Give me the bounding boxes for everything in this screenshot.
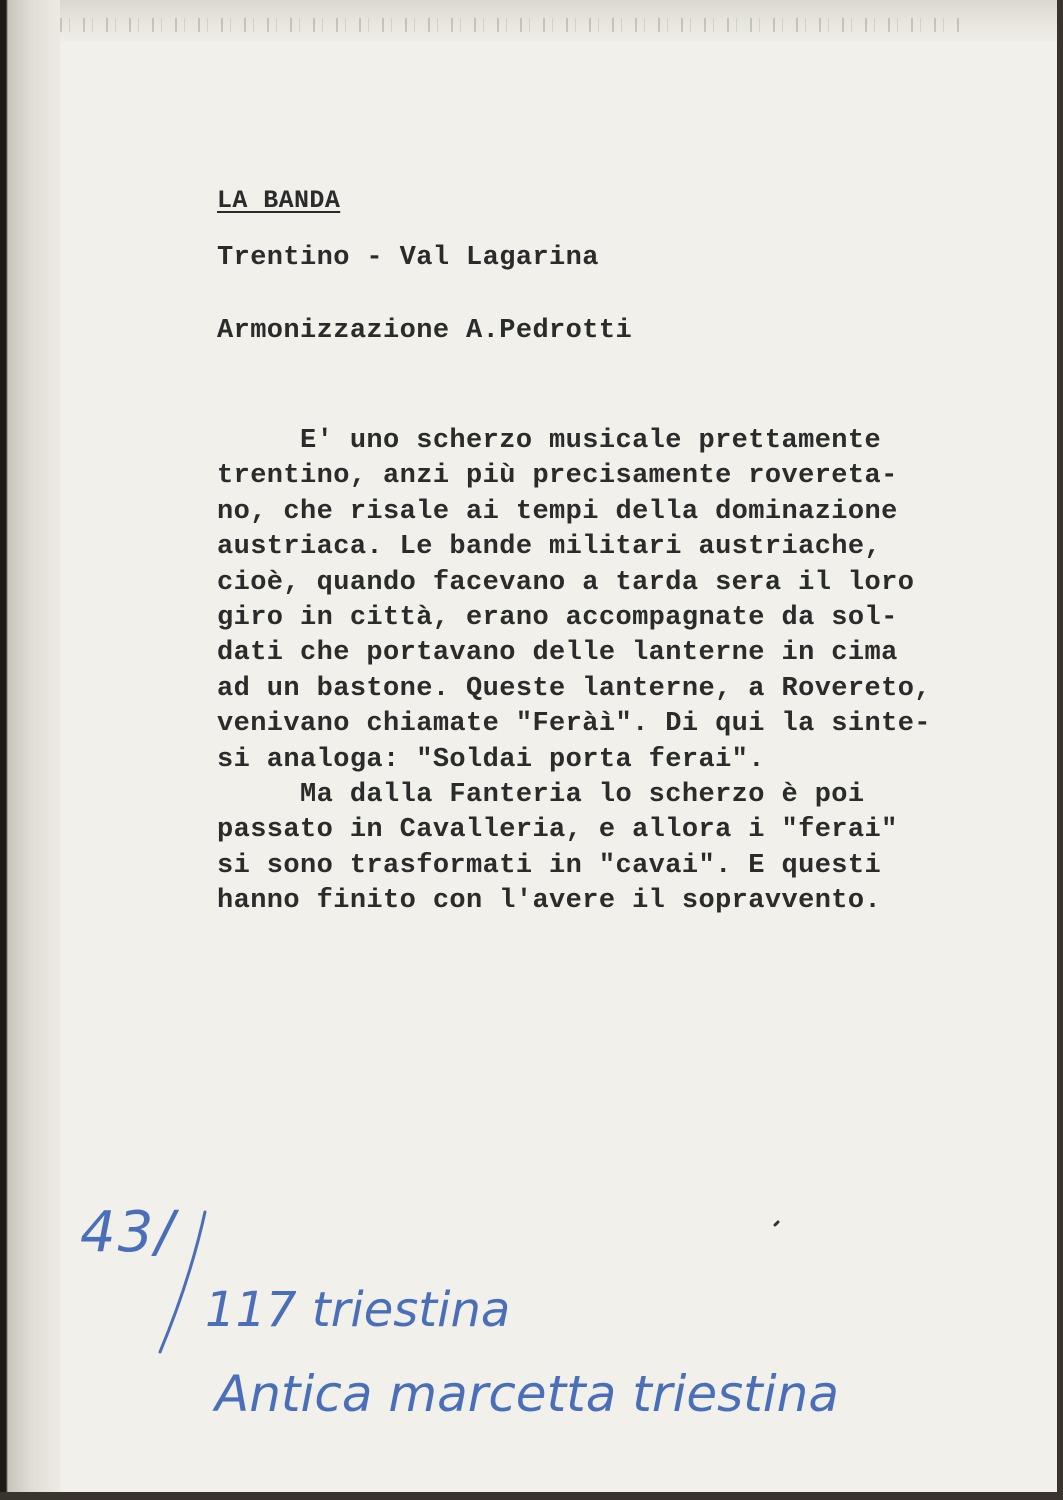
body-line: hanno finito con l'avere il sopravvento. xyxy=(217,886,882,917)
body-line: si sono trasformati in "cavai". E questi xyxy=(217,850,882,881)
body-line: ad un bastone. Queste lanterne, a Rovereto, xyxy=(217,673,931,704)
body-line: Ma dalla Fanteria lo scherzo è poi xyxy=(217,779,865,810)
handwritten-number: 43/ xyxy=(80,1200,177,1265)
document-subtitle: Trentino - Val Lagarina xyxy=(217,243,599,273)
body-line: passato in Cavalleria, e allora i "ferai" xyxy=(217,815,898,846)
body-line: trentino, anzi più precisamente rovereta- xyxy=(217,461,898,492)
body-line: giro in città, erano accompagnate da sol- xyxy=(217,602,898,633)
body-line: austriaca. Le bande militari austriache, xyxy=(217,532,882,563)
body-line: venivano chiamate "Feràì". Di qui la sinte- xyxy=(217,709,931,740)
body-line: cioè, quando facevano a tarda sera il loro xyxy=(217,567,915,598)
handwritten-note-line2: 117 triestina xyxy=(205,1282,511,1338)
arrangement-credit: Armonizzazione A.Pedrotti xyxy=(217,316,633,346)
body-line: si analoga: "Soldai porta ferai". xyxy=(217,744,765,775)
body-line: no, che risale ai tempi della dominazione xyxy=(217,496,898,527)
body-line: dati che portavano delle lanterne in cima xyxy=(217,638,898,669)
body-line: E' uno scherzo musicale prettamente xyxy=(217,426,882,456)
handwritten-note-line3: Antica marcetta triestina xyxy=(215,1365,839,1423)
document-title: LA BANDA xyxy=(217,186,341,215)
